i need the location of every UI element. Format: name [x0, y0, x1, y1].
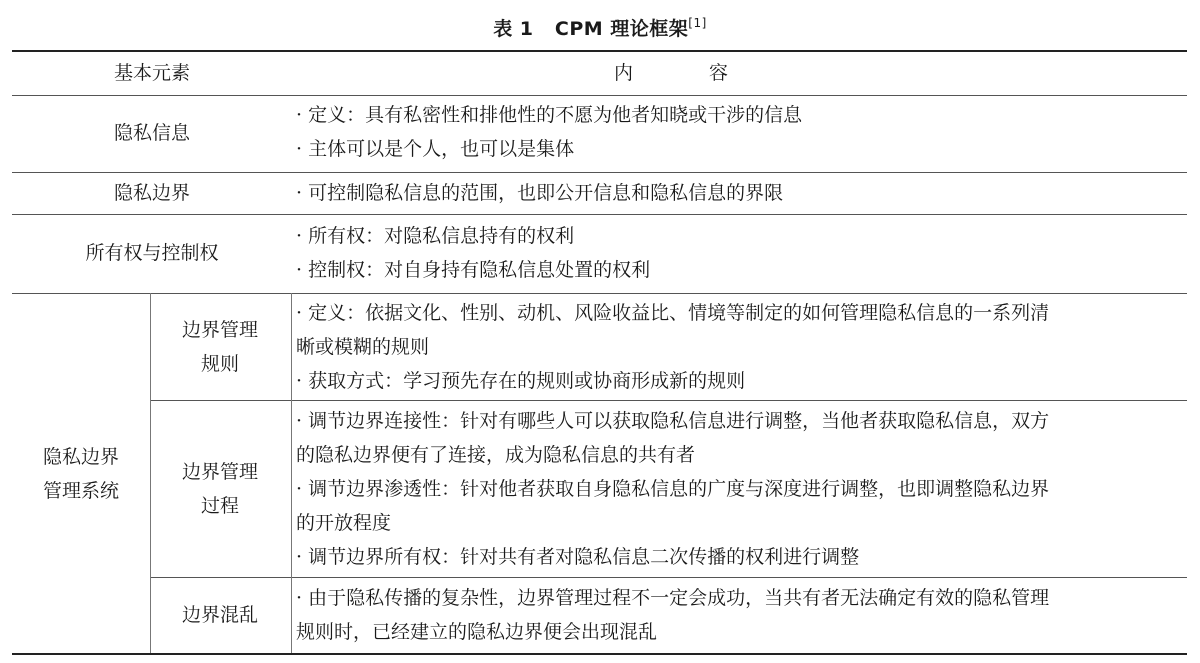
content-line: 晰或模糊的规则 [296, 336, 430, 358]
table-title: CPM 理论框架 [554, 18, 689, 40]
row-divider [12, 172, 1187, 173]
row-content-process [296, 404, 1184, 574]
content-line: · 获取方式：学习预先存在的规则或协商形成新的规则 [296, 370, 746, 392]
content-line: · 控制权：对自身持有隐私信息处置的权利 [296, 259, 651, 281]
header-content: 内 容 [613, 62, 728, 84]
row-content-privacy-info [296, 98, 1184, 166]
table-caption [0, 14, 1200, 41]
content-line: · 调节边界渗透性：针对他者获取自身隐私信息的广度与深度进行调整，也即调整隐私边界 [296, 478, 1050, 500]
bottom-rule [12, 653, 1187, 655]
row-content-turbulence [296, 581, 1184, 649]
content-line: · 调节边界所有权：针对共有者对隐私信息二次传播的权利进行调整 [296, 546, 860, 568]
content-line: · 定义：依据文化、性别、动机、风险收益比、情境等制定的如何管理隐私信息的一系列清 [296, 302, 1050, 324]
content-line: 规则时，已经建立的隐私边界便会出现混乱 [296, 621, 658, 643]
row-content-rules [296, 296, 1184, 398]
row-label-privacy-info: 隐私信息 [113, 122, 190, 144]
header-basic-elements: 基本元素 [113, 62, 190, 84]
content-line: · 所有权：对隐私信息持有的权利 [296, 225, 575, 247]
row-label-ownership: 所有权与控制权 [85, 242, 219, 264]
sublabel-process [150, 455, 290, 523]
row-content-privacy-boundary [296, 176, 1184, 210]
system-label-line: 隐私边界 [42, 446, 119, 468]
content-line: · 主体可以是个人，也可以是集体 [296, 138, 575, 160]
row-divider [12, 293, 1187, 294]
system-label-line: 管理系统 [42, 480, 119, 502]
sublabel-line: 过程 [200, 495, 239, 517]
subrow-divider [150, 400, 1187, 401]
sublabel-line: 边界管理 [181, 461, 258, 483]
row-content-ownership [296, 219, 1184, 287]
subrow-divider [150, 577, 1187, 578]
sublabel-turbulence: 边界混乱 [181, 604, 258, 626]
content-line: 的隐私边界便有了连接，成为隐私信息的共有者 [296, 444, 696, 466]
sublabel-line: 边界管理 [181, 319, 258, 341]
citation-ref: [1] [688, 16, 707, 30]
row-divider [12, 214, 1187, 215]
column-divider [291, 293, 292, 653]
content-line: · 调节边界连接性：针对有哪些人可以获取隐私信息进行调整，当他者获取隐私信息，双方 [296, 410, 1050, 432]
content-line: · 可控制隐私信息的范围，也即公开信息和隐私信息的界限 [296, 182, 784, 204]
sublabel-line: 规则 [200, 353, 239, 375]
header-rule [12, 95, 1187, 96]
content-line: · 由于隐私传播的复杂性，边界管理过程不一定会成功，当共有者无法确定有效的隐私管理 [296, 587, 1050, 609]
top-rule [12, 50, 1187, 52]
row-label-system [12, 440, 150, 508]
content-line: · 定义：具有私密性和排他性的不愿为他者知晓或干涉的信息 [296, 104, 803, 126]
sublabel-rules [150, 313, 290, 381]
content-line: 的开放程度 [296, 512, 392, 534]
row-label-privacy-boundary: 隐私边界 [113, 182, 190, 204]
table-number: 表 1 [493, 18, 534, 40]
